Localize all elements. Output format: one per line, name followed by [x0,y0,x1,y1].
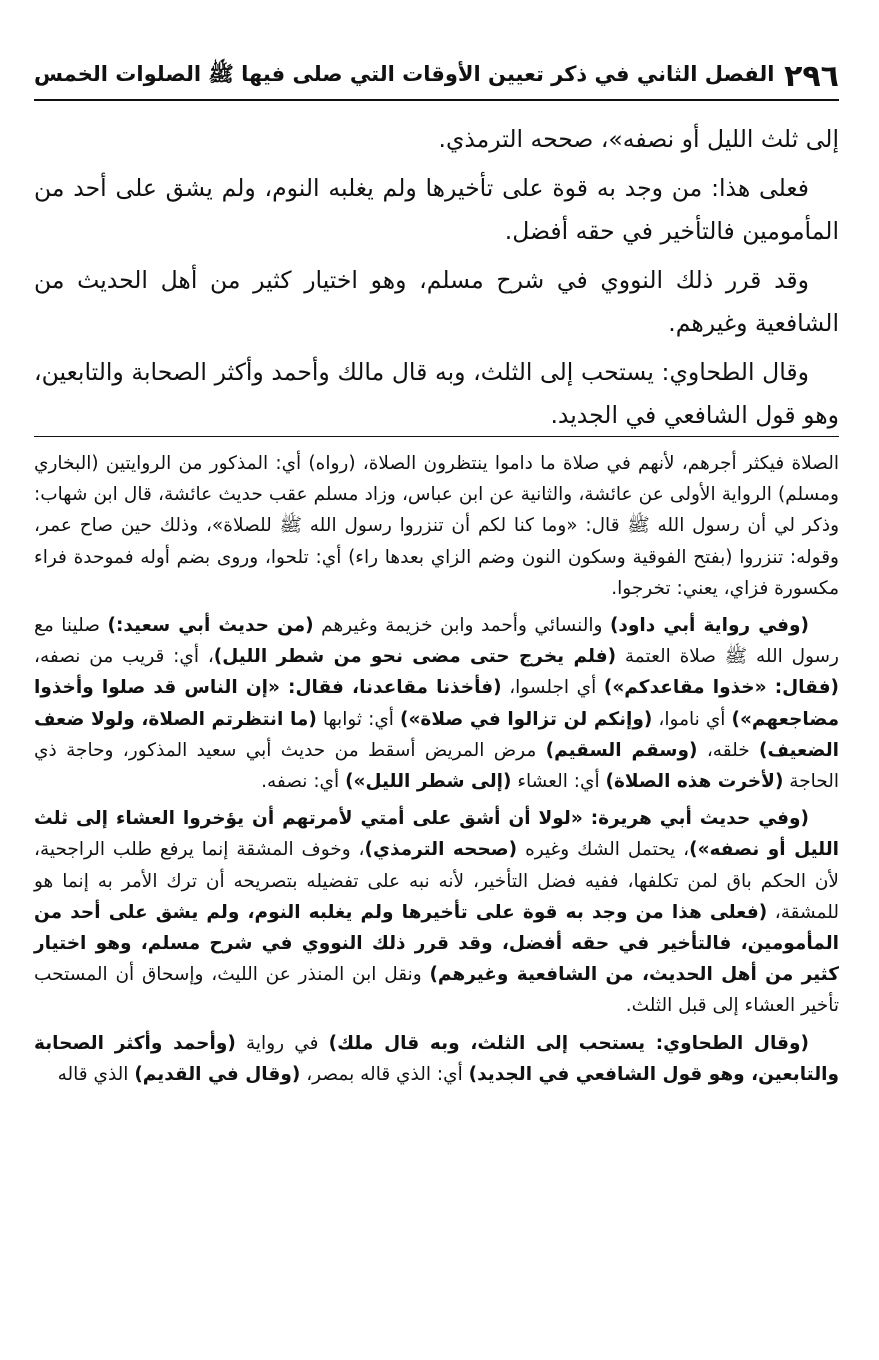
commentary-span: والنسائي وأحمد وابن خزيمة وغيرهم [313,615,610,637]
commentary-span: مرض المريض أسقط من حديث أبي سعيد المذكور، وحاجة ذي الحاجة [34,739,839,793]
commentary-divider [34,436,839,437]
commentary-span: ، أي: قريب من نصفه، [34,646,214,668]
quoted-text: (وفي حديث أبي هريرة: «لولا أن أشق على أمتي لأمرتهم أن يؤخروا العشاء إلى ثلث الليل أو نصفه») [34,808,839,861]
quoted-text: (صححه الترمذي) [364,839,518,861]
commentary-text [34,448,839,1096]
main-text-paragraph: وقال الطحاوي: يستحب إلى الثلث، وبه قال مالك وأحمد وأكثر الصحابة والتابعين، وهو قول الشافعي في الجديد. [34,357,839,429]
main-text-paragraph: إلى ثلث الليل أو نصفه»، صححه الترمذي. [438,125,839,153]
quoted-text: (فلم يخرج حتى مضى نحو من شطر الليل) [213,646,617,668]
quoted-text: (وإنكم لن تزالوا في صلاة») [400,708,653,730]
book-page [34,0,839,1360]
quoted-text: (فقال: «خذوا مقاعدكم») [603,677,840,699]
commentary-paragraph [34,803,839,1021]
commentary-span: أي: ثوابها [316,708,401,730]
commentary-paragraph: الصلاة فيكثر أجرهم، لأنهم في صلاة ما داموا ينتظرون الصلاة، (رواه) أي: المذكور من الروايتين (البخاري ومسلم) الرواية الأولى عن عائشة، والثانية عن ابن عباس، وزاد مسلم عقب حديث عائشة، قال ابن شهاب: وذكر لي أن رسول الله ﷺ قال: «وما كنا لكم أن تنزروا رسول الله ﷺ للصلاة»، وذلك حين صاح عمر، وقوله: تنزروا (بفتح الفوقية وسكون النون وضم الزاي بعدها راء) أي: تلحوا، وروى بضم أوله فموحدة فراء مكسورة فزاي، يعني: تخرجوا. [34,453,839,599]
commentary-span: أي اجلسوا، [501,677,604,699]
commentary-span: أي: الذي قاله بمصر، [300,1063,469,1085]
quoted-text: (وفي رواية أبي داود) [609,615,809,637]
commentary-span: في رواية [235,1032,329,1054]
commentary-span: أي ناموا، [652,708,732,730]
main-text-paragraph: فعلى هذا: من وجد به قوة على تأخيرها ولم يغلبه النوم، ولم يشق على أحد من المأمومين فالتأخير في حقه أفضل. [34,173,839,245]
quoted-text: (وأحمد وأكثر الصحابة والتابعين، وهو قول الشافعي في الجديد) [34,1032,839,1085]
commentary-span: أي: العشاء [511,771,606,793]
page-number: ٢٩٦ [784,58,839,94]
quoted-text: (وسقم السقيم) [545,739,698,761]
commentary-span: أي: نصفه. [261,771,346,793]
commentary-span: صلينا مع رسول الله ﷺ صلاة العتمة [34,615,839,668]
commentary-span: ، يحتمل الشك وغيره [517,839,690,861]
running-header [34,52,839,100]
quoted-text: (من حديث أبي سعيد:) [107,615,314,637]
commentary-paragraph [34,610,839,797]
quoted-text: (إلى شطر الليل») [345,771,512,793]
commentary-span: الذي قاله [57,1063,135,1085]
commentary-paragraph [34,1028,839,1090]
quoted-text: (ما انتظرتم الصلاة، ولولا ضعف الضعيف) [34,708,839,761]
quoted-text: (وقال الطحاوي: يستحب إلى الثلث، وبه قال ملك) [328,1032,810,1054]
main-text-paragraph: وقد قرر ذلك النووي في شرح مسلم، وهو اختيار كثير من أهل الحديث من الشافعية وغيرهم. [34,265,839,337]
quoted-text: (فعلى هذا من وجد به قوة على تأخيرها ولم يغلبه النوم، ولم يشق على أحد من المأمومين، فالتأخير في حقه أفضل، وقد قرر ذلك النووي في شرح مسلم، وهو اختيار كثير من أهل الحديث، من الشافعية وغيرهم) [34,901,839,986]
quoted-text: (وقال في القديم) [134,1063,301,1085]
header-divider [34,99,839,101]
commentary-span: ونقل ابن المنذر عن الليث، وإسحاق أن المستحب تأخير العشاء إلى قبل الثلث. [34,964,839,1017]
main-text [34,118,839,443]
quoted-text: (لأخرت هذه الصلاة) [605,771,784,793]
commentary-span: خلقه، [697,739,759,761]
commentary-span: ، وخوف المشقة إنما يرفع طلب الراجحية، لأن الحكم باق لمن تكلفها، ففيه فضل التأخير، لأنه نبه على تفضيله بتصريحه أن ترك الأمر به إنما هو للمشقة، [34,839,839,923]
chapter-title: الفصل الثاني في ذكر تعيين الأوقات التي صلى فيها ﷺ الصلوات الخمس [34,61,775,86]
quoted-text: (فأخذنا مقاعدنا، فقال: «إن الناس قد صلوا وأخذوا مضاجعهم») [34,677,840,730]
